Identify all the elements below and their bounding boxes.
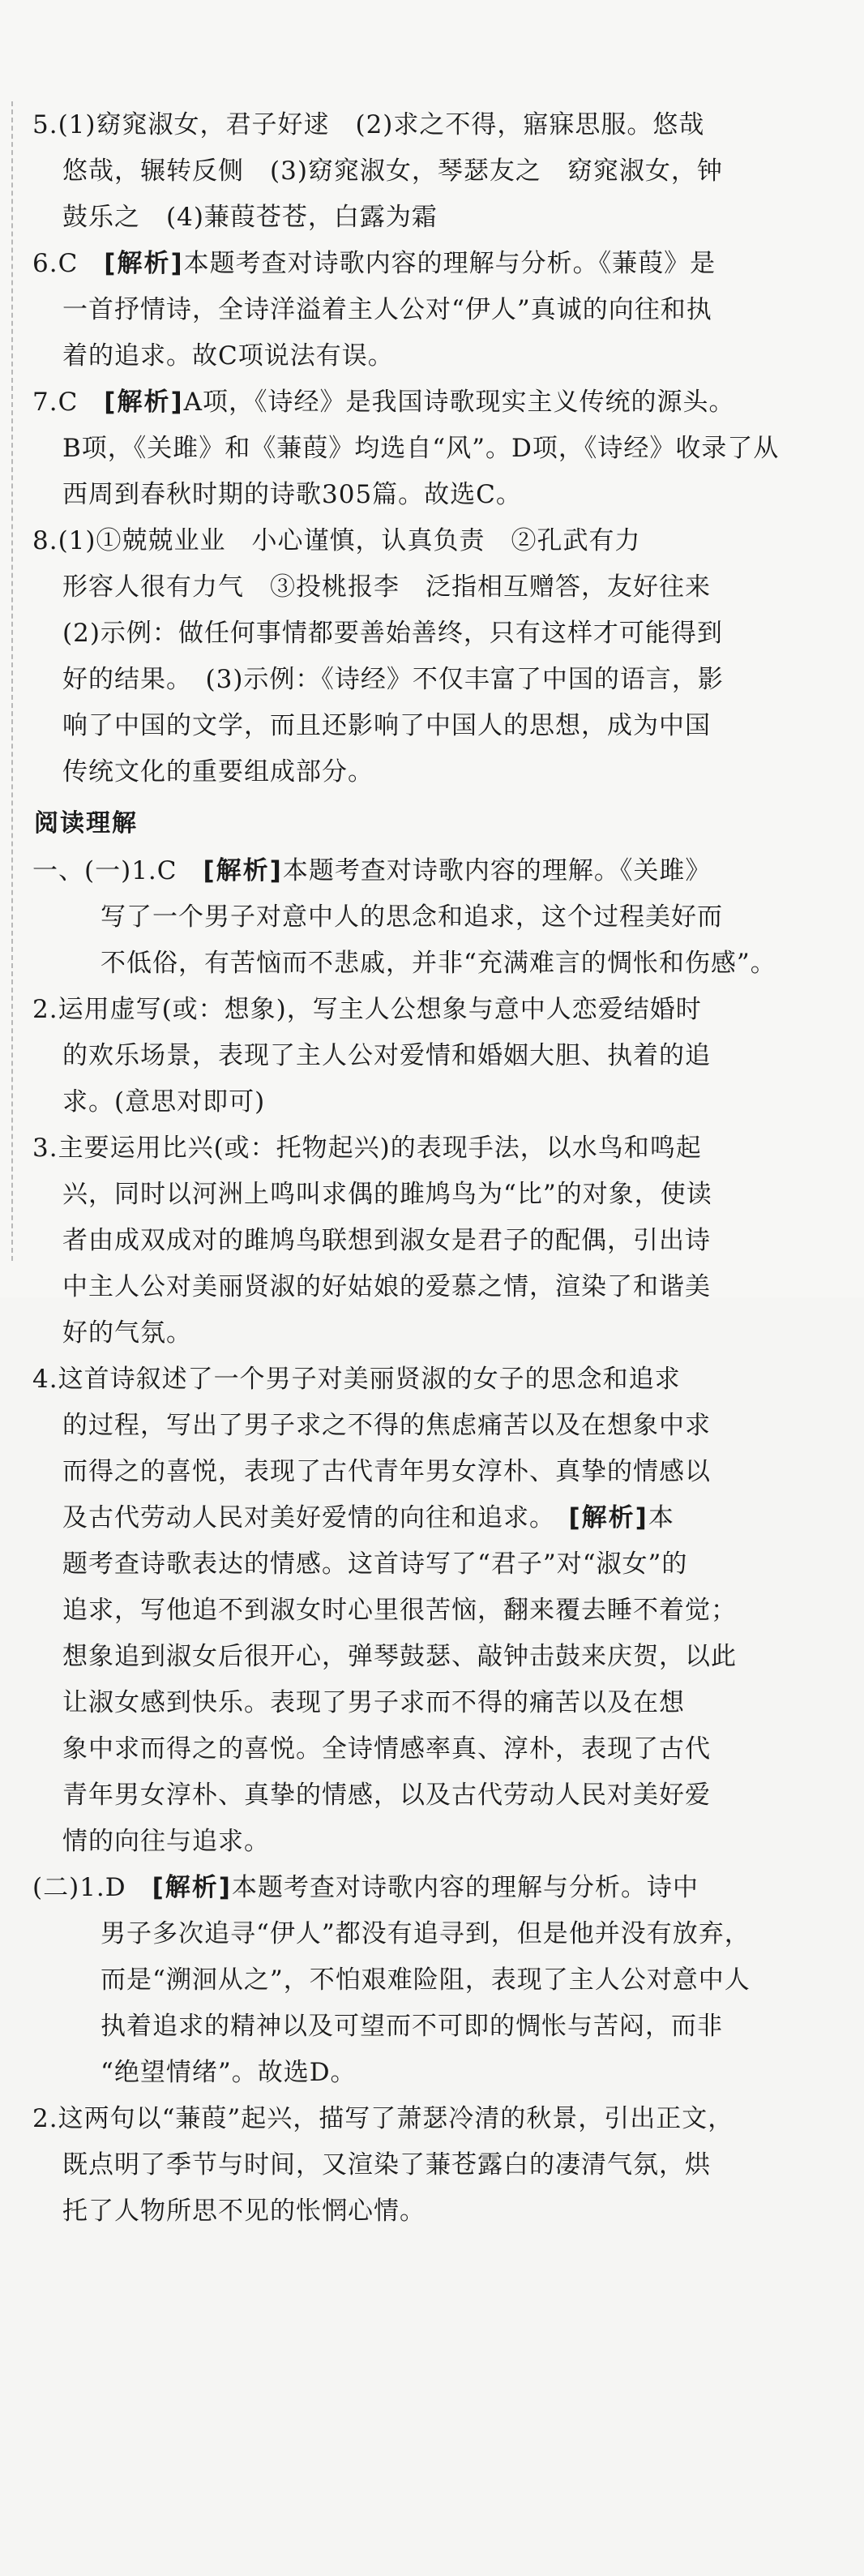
- text-line: B项，《关雎》和《蒹葭》均选自“风”。D项，《诗经》收录了从: [62, 434, 780, 463]
- section-heading-reading: 阅读理解: [34, 809, 138, 838]
- text-line: 不低俗，有苦恼而不悲戚，并非“充满难言的惆怅和伤感”。: [101, 949, 776, 978]
- analysis-tag: [解析]: [152, 1873, 232, 1902]
- text-line: [32, 1865, 851, 1911]
- text-line: 求。(意思对即可): [62, 1087, 266, 1117]
- text-line: [32, 379, 851, 426]
- text-line: 托了人物所思不见的怅惘心情。: [62, 2197, 426, 2226]
- answer-item-5: [32, 102, 851, 241]
- text-line: 鼓乐之 (4)蒹葭苍苍，白露为霜: [62, 203, 438, 232]
- reading-item-2-1: [32, 1865, 851, 2096]
- reading-item-1-3: [32, 1125, 851, 1357]
- text-line: [32, 1495, 851, 1541]
- text-line: 西周到春秋时期的诗歌305篇。故选C。: [62, 480, 522, 509]
- answer-key: (二)1.D: [32, 1873, 152, 1902]
- text-line: 兴，同时以河洲上鸣叫求偶的雎鸠鸟为“比”的对象，使读: [62, 1180, 712, 1209]
- text-line: 青年男女淳朴、真挚的情感，以及古代劳动人民对美好爱: [62, 1781, 711, 1810]
- text-line: 中主人公对美丽贤淑的好姑娘的爱慕之情，渲染了和谐美: [62, 1272, 711, 1301]
- text-line: 悠哉，辗转反侧 (3)窈窕淑女，琴瑟友之 窈窕淑女，钟: [62, 156, 723, 186]
- margin-dashed-rule: [11, 101, 13, 1261]
- answer-content: [32, 102, 851, 2235]
- text-line: 4.这首诗叙述了一个男子对美丽贤淑的女子的思念和追求: [32, 1365, 681, 1394]
- answer-item-7: [32, 379, 851, 518]
- text-line: 好的结果。 (3)示例：《诗经》不仅丰富了中国的语言，影: [62, 665, 724, 694]
- analysis-text: 本题考查对诗歌内容的理解与分析。《蒹葭》是: [183, 249, 716, 278]
- text-line: [32, 848, 851, 894]
- text-line: 既点明了季节与时间，又渲染了蒹苍露白的凄清气氛，烘: [62, 2150, 711, 2180]
- text-line: 让淑女感到快乐。表现了男子求而不得的痛苦以及在想: [62, 1688, 685, 1717]
- analysis-tag: [解析]: [104, 388, 184, 417]
- reading-item-2-2: [32, 2096, 851, 2235]
- answer-key: 一、(一)1.C: [32, 856, 203, 885]
- text-line: 而得之的喜悦，表现了古代青年男女淳朴、真挚的情感以: [62, 1457, 711, 1486]
- text-line: 响了中国的文学，而且还影响了中国人的思想，成为中国: [62, 711, 711, 740]
- text-line: 2.这两句以“蒹葭”起兴，描写了萧瑟冷清的秋景，引出正文，: [32, 2104, 734, 2133]
- text-line: 想象追到淑女后很开心，弹琴鼓瑟、敲钟击鼓来庆贺，以此: [62, 1642, 737, 1671]
- text-line: 2.运用虚写(或：想象)，写主人公想象与意中人恋爱结婚时: [32, 995, 702, 1024]
- text-line: 形容人很有力气 ③投桃报李 泛指相互赠答，友好往来: [62, 572, 711, 602]
- analysis-text: 本题考查对诗歌内容的理解与分析。诗中: [231, 1873, 699, 1902]
- answer-item-8: [32, 518, 851, 795]
- text-line: 3.主要运用比兴(或：托物起兴)的表现手法，以水鸟和鸣起: [32, 1134, 702, 1163]
- text-line: 男子多次追寻“伊人”都没有追寻到，但是他并没有放弃，: [101, 1919, 751, 1948]
- analysis-tag: [解析]: [104, 249, 184, 278]
- answer-key: 6.C: [32, 249, 105, 278]
- text-line: 8.(1)①兢兢业业 小心谨慎，认真负责 ②孔武有力: [32, 526, 641, 555]
- text-line: 者由成双成对的雎鸠鸟联想到淑女是君子的配偶，引出诗: [62, 1226, 711, 1255]
- text-line: 情的向往与追求。: [62, 1827, 270, 1856]
- text-line: 一首抒情诗，全诗洋溢着主人公对“伊人”真诚的向往和执: [62, 295, 712, 324]
- text-line: “绝望情绪”。故选D。: [101, 2058, 357, 2087]
- analysis-text: 本题考查对诗歌内容的理解。《关雎》: [282, 856, 712, 885]
- reading-item-1-2: [32, 987, 851, 1125]
- text-line: 象中求而得之的喜悦。全诗情感率真、淳朴，表现了古代: [62, 1734, 711, 1764]
- analysis-tag: [解析]: [568, 1503, 648, 1532]
- answer-text: 及古代劳动人民对美好爱情的向往和追求。: [62, 1503, 569, 1532]
- text-line: 传统文化的重要组成部分。: [62, 757, 374, 787]
- text-line: 的过程，写出了男子求之不得的焦虑痛苦以及在想象中求: [62, 1411, 711, 1440]
- text-line: (2)示例：做任何事情都要善始善终，只有这样才可能得到: [62, 619, 723, 648]
- analysis-text: A项，《诗经》是我国诗歌现实主义传统的源头。: [183, 388, 735, 417]
- text-line: 而是“溯洄从之”，不怕艰难险阻，表现了主人公对意中人: [101, 1965, 751, 1995]
- text-line: 追求，写他追不到淑女时心里很苦恼，翻来覆去睡不着觉；: [62, 1596, 737, 1625]
- analysis-tag: [解析]: [203, 856, 283, 885]
- text-line: 写了一个男子对意中人的思念和追求，这个过程美好而: [101, 902, 723, 932]
- reading-item-1-4: [32, 1357, 851, 1865]
- text-line: 好的气氛。: [62, 1318, 192, 1348]
- reading-item-1-1: [32, 848, 851, 987]
- text-line: 执着追求的精神以及可望而不可即的惆怅与苦闷，而非: [101, 2012, 723, 2041]
- text-line: 的欢乐场景，表现了主人公对爱情和婚姻大胆、执着的追: [62, 1041, 711, 1070]
- text-line: 题考查诗歌表达的情感。这首诗写了“君子”对“淑女”的: [62, 1549, 688, 1579]
- text-line: 5.(1)窈窕淑女，君子好逑 (2)求之不得，寤寐思服。悠哉: [32, 110, 705, 139]
- text-line: 着的追求。故C项说法有误。: [62, 341, 394, 371]
- answer-key: 7.C: [32, 388, 105, 417]
- answer-item-6: [32, 241, 851, 379]
- text-line: [32, 241, 851, 287]
- analysis-text: 本: [648, 1503, 674, 1532]
